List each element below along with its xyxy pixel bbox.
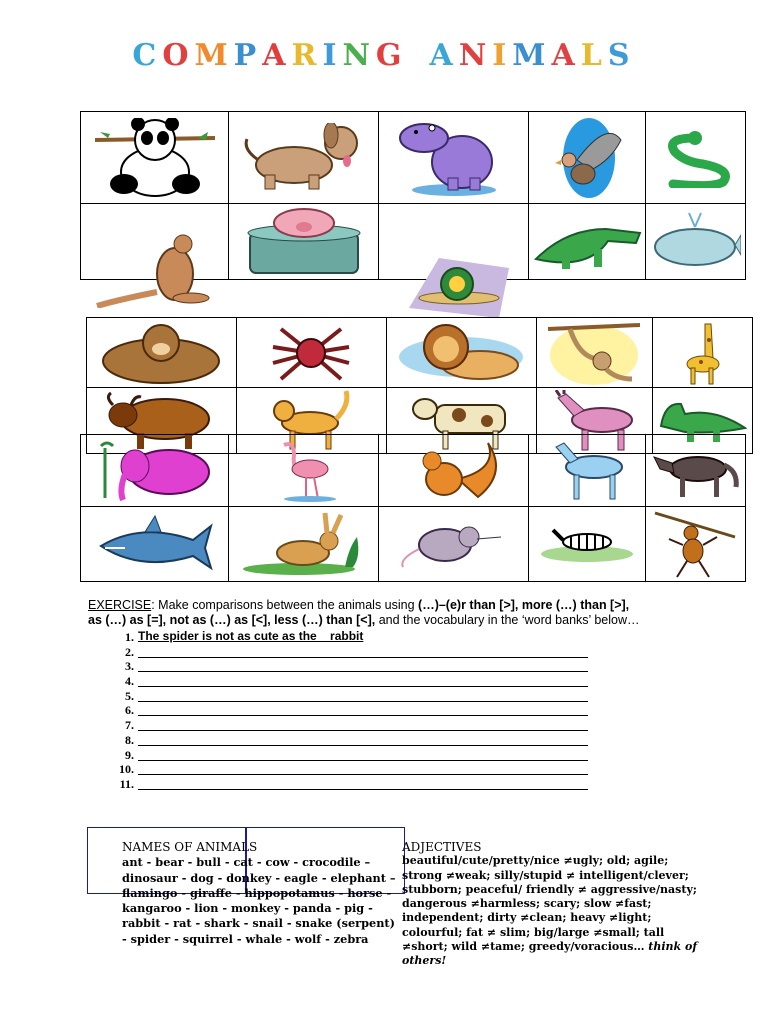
dog-picture	[229, 112, 378, 203]
squirrel-icon	[404, 439, 504, 503]
answer-line-number: 8.	[125, 732, 134, 747]
elephant-picture	[81, 435, 228, 506]
giraffe-picture	[653, 318, 752, 387]
answer-line-rule	[138, 671, 588, 672]
pig-icon	[242, 207, 366, 277]
ant-picture	[646, 507, 745, 581]
example-sentence: The spider is not as cute as the rabbit	[138, 629, 364, 643]
spider-icon	[261, 321, 361, 385]
adjectives-bank	[402, 840, 702, 969]
rabbit-picture	[229, 507, 378, 581]
answer-line[interactable]	[108, 777, 588, 792]
title-letter: O	[162, 38, 195, 73]
bear-picture	[87, 318, 236, 387]
lion-picture	[387, 318, 536, 387]
title-letter: S	[607, 38, 636, 73]
zebra-picture	[529, 507, 644, 581]
answer-line[interactable]	[108, 718, 588, 733]
monkey-picture	[537, 318, 652, 387]
answer-line-number: 9.	[125, 747, 134, 762]
title-letter: N	[458, 38, 493, 73]
exercise-text-1: : Make comparisons between the animals using	[151, 598, 419, 612]
answer-line[interactable]	[108, 630, 588, 645]
hippopotamus-icon	[394, 118, 514, 198]
exercise-structures-2: as (…) as [=], not as (…) as [<], less (…) than [<],	[88, 613, 376, 627]
snail-icon	[399, 248, 509, 318]
title-letter: I	[492, 38, 513, 73]
title-letter: R	[291, 38, 323, 73]
answer-line-number: 1.	[125, 630, 134, 644]
dog-icon	[239, 123, 369, 193]
exercise-instructions	[88, 598, 688, 628]
answer-line-number: 11.	[119, 776, 134, 791]
answer-line-rule	[138, 657, 588, 658]
answer-line[interactable]	[108, 645, 588, 660]
horse-icon	[542, 439, 632, 503]
answer-line-number: 10.	[119, 762, 134, 777]
title-letter: P	[233, 38, 263, 73]
exercise-label: EXERCISE	[88, 598, 152, 612]
adjectives-bank-heading: ADJECTIVES	[402, 840, 482, 854]
kangaroo-picture	[81, 204, 228, 279]
names-bank-list: ant - bear - bull - cat - cow - crocodile – dinosaur - dog - donkey - eagle - elephant – flamingo - giraffe - hippopotamus - horse - kangaroo - lion - monkey - panda - pig - rabbit - rat - shark - snail - snake (serpent) - spider - squirrel - whale - wolf - zebra	[122, 855, 396, 946]
squirrel-picture	[379, 435, 528, 506]
monkey-icon	[546, 321, 642, 385]
whale-picture	[646, 204, 745, 279]
pig-picture	[229, 204, 378, 279]
exercise-structures-1: (…)–(e)r than [>], more (…) than [>],	[418, 598, 630, 612]
adjectives-bank-list: beautiful/cute/pretty/nice ≠ugly; old; agile; strong ≠weak; silly/stupid ≠ intelligent/clever; stubborn; peaceful/ friendly ≠ aggressive/nasty; dangerous ≠harmless; scary; slow ≠fast; independent; dirty ≠clean; heavy ≠light; colourful; fat ≠ slim; big/large ≠small; tall ≠short; wild ≠tame; greedy/voracious…	[402, 854, 697, 954]
title-letter: M	[512, 38, 552, 73]
exercise-text-2: and the vocabulary in the ‘word banks’ below…	[375, 613, 640, 627]
eagle-icon	[547, 116, 627, 200]
answer-line-number: 3.	[125, 659, 134, 674]
ant-icon	[651, 509, 739, 579]
horse-picture	[529, 435, 644, 506]
title-letter: M	[194, 38, 234, 73]
answer-line-number: 2.	[125, 644, 134, 659]
snake-picture	[646, 112, 745, 203]
flamingo-icon	[264, 439, 344, 503]
shark-picture	[81, 507, 228, 581]
rat-picture	[379, 507, 528, 581]
wolf-picture	[646, 435, 745, 506]
answer-line[interactable]	[108, 733, 588, 748]
answer-line[interactable]	[108, 674, 588, 689]
crocodile-picture	[529, 204, 644, 279]
elephant-icon	[95, 438, 215, 504]
answer-line-rule	[138, 789, 588, 790]
snail-picture	[379, 204, 528, 279]
answer-line-number: 7.	[125, 718, 134, 733]
title-letter: A	[551, 38, 581, 73]
title-letter: A	[429, 38, 459, 73]
lion-icon	[396, 321, 526, 385]
names-bank	[122, 840, 400, 947]
flamingo-picture	[229, 435, 378, 506]
answer-line[interactable]	[108, 689, 588, 704]
title-letter: L	[580, 38, 608, 73]
wolf-icon	[650, 441, 740, 501]
answer-line[interactable]	[108, 762, 588, 777]
spider-picture	[237, 318, 386, 387]
rabbit-icon	[239, 511, 369, 577]
answer-line-number: 6.	[125, 703, 134, 718]
panda-picture	[81, 112, 228, 203]
answer-line[interactable]	[108, 659, 588, 674]
animal-grid-bottom	[80, 434, 746, 582]
crocodile-icon	[532, 209, 642, 275]
rat-icon	[399, 519, 509, 569]
title-letter: A	[262, 38, 292, 73]
title-letter: C	[132, 38, 163, 73]
snake-icon	[655, 128, 735, 188]
whale-icon	[649, 209, 741, 275]
eagle-picture	[529, 112, 644, 203]
hippopotamus-picture	[379, 112, 528, 203]
answer-line-rule	[138, 760, 588, 761]
answer-line-number: 5.	[125, 688, 134, 703]
zebra-icon	[537, 522, 637, 566]
adjectives-bank-tail: think of others!	[402, 940, 698, 968]
title-letter: G	[375, 38, 408, 73]
answer-line-rule	[138, 715, 588, 716]
panda-icon	[90, 118, 220, 198]
kangaroo-icon	[95, 232, 215, 308]
names-bank-heading: NAMES OF ANIMALS	[122, 840, 258, 854]
answer-line-rule	[138, 686, 588, 687]
answer-line-rule	[138, 774, 588, 775]
giraffe-icon	[677, 320, 727, 386]
answer-lines	[108, 630, 588, 792]
answer-line[interactable]	[108, 748, 588, 763]
page-title	[0, 38, 768, 73]
shark-icon	[95, 512, 215, 576]
bear-icon	[96, 321, 226, 385]
title-letter: N	[342, 38, 376, 73]
title-letter: I	[322, 38, 343, 73]
animal-grid-top	[80, 111, 746, 280]
answer-line-rule	[138, 730, 588, 731]
answer-line-rule	[138, 701, 588, 702]
answer-line[interactable]	[108, 703, 588, 718]
answer-line-number: 4.	[125, 674, 134, 689]
answer-line-rule	[138, 745, 588, 746]
